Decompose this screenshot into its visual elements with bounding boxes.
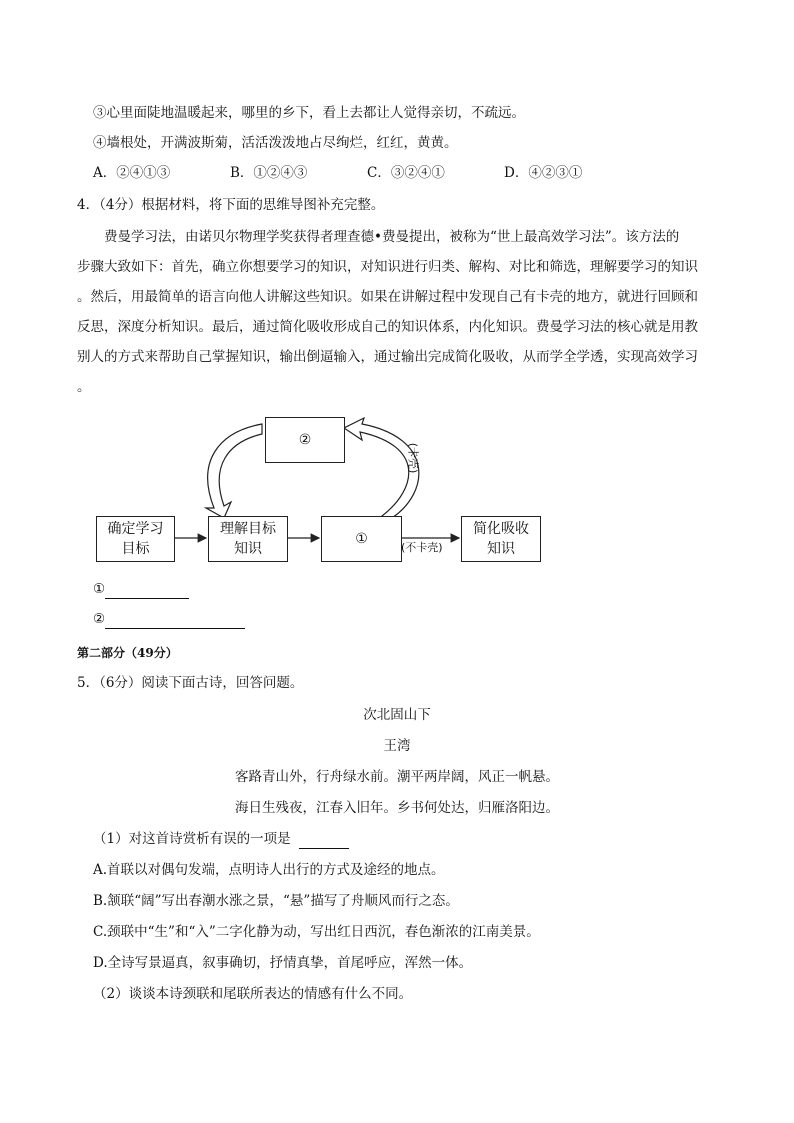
q5-sub1 [93,829,349,849]
q5-option-a: A.首联以对偶句发端，点明诗人出行的方式及途经的地点。 [93,862,445,878]
q4-material-line-5: 别人的方式来帮助自己掌握知识，输出倒逼输入，通过输出完成简化吸收，从而学全学透，实现高效学习 [77,349,698,365]
q3-option-a: A．②④①③ [93,165,171,181]
box-goal-line2: 目标 [121,541,150,557]
mind-map-box-step1: ① [321,516,402,562]
box-understand-line2: 知识 [234,541,262,557]
q3-sentence-3: ③心里面陡地温暖起来，哪里的乡下，看上去都让人觉得亲切，不疏远。 [93,105,525,121]
q4-material-line-6: 。 [77,379,91,395]
answer-blank-2 [93,609,245,629]
poem-line-1: 客路青山外，行舟绿水前。潮平两岸阔，风正一帆悬。 [235,769,559,785]
q4-material-line-1: 费曼学习法，由诺贝尔物理学奖获得者理查德•费曼提出，被称为“世上最高效学习法”。该方法的 [104,229,680,245]
answer-1-line[interactable] [105,584,189,599]
q4-material-line-3: 。然后，用最简单的语言向他人讲解这些知识。如果在讲解过程中发现自己有卡壳的地方，就进行回顾和 [77,289,698,305]
q5-option-b: B.颔联“阔”写出春潮水涨之景，“悬”描写了舟顺风而行之态。 [93,893,459,909]
box-goal-line1: 确定学习 [107,521,164,537]
q4-material-line-2: 步骤大致如下：首先，确立你想要学习的知识，对知识进行归类、解构、对比和筛选，理解要学习的知识 [77,259,698,275]
poem-line-2: 海日生残夜，江春入旧年。乡书何处达，归雁洛阳边。 [235,800,559,816]
box-understand-line1: 理解目标 [220,521,276,537]
mind-map-box-goal [96,516,175,562]
q5-stem: 5．（6分）阅读下面古诗，回答问题。 [77,675,304,691]
answer-1-marker: ① [93,581,106,597]
q4-stem: 4．（4分）根据材料，将下面的思维导图补充完整。 [77,197,385,213]
q3-option-c: C．③②④① [367,165,445,181]
mind-map-box-understand [208,516,288,562]
box-simplify-line1: 简化吸收 [473,521,529,537]
mind-map-box-top: ② [265,417,345,463]
curved-arrow-left [206,424,262,518]
poem-title: 次北固山下 [363,707,431,723]
q5-option-c: C.颈联中“生”和“入”二字化静为动，写出红日西沉，春色渐浓的江南美景。 [93,924,540,940]
mind-map-box-simplify [461,516,541,562]
part-two-heading: 第二部分（49分） [77,646,178,660]
q3-option-d: D．④②③① [504,165,583,181]
box-simplify-line2: 知识 [487,541,515,557]
q5-option-d: D.全诗写景逼真，叙事确切，抒情真挚，首尾呼应，浑然一体。 [93,955,473,971]
answer-2-line[interactable] [105,614,245,629]
q5-sub2: （2）谈谈本诗颈联和尾联所表达的情感有什么不同。 [93,986,413,1002]
q5-sub1-blank[interactable] [299,834,349,849]
q4-material-line-4: 反思，深度分析知识。最后，通过简化吸收形成自己的知识体系，内化知识。费曼学习法的核心就是用教 [77,319,698,335]
q3-option-b: B．①②④③ [230,165,308,181]
label-not-stuck: (不卡壳) [401,541,443,554]
answer-2-marker: ② [93,611,106,627]
q3-sentence-4: ④墙根处，开满波斯菊，活活泼泼地占尽绚烂，红红，黄黄。 [93,135,458,151]
answer-blank-1 [93,579,189,599]
poem-author: 王湾 [383,738,411,754]
label-stuck: (卡壳) [406,442,420,474]
q5-sub1-text: （1）对这首诗赏析有误的一项是 [93,831,291,847]
